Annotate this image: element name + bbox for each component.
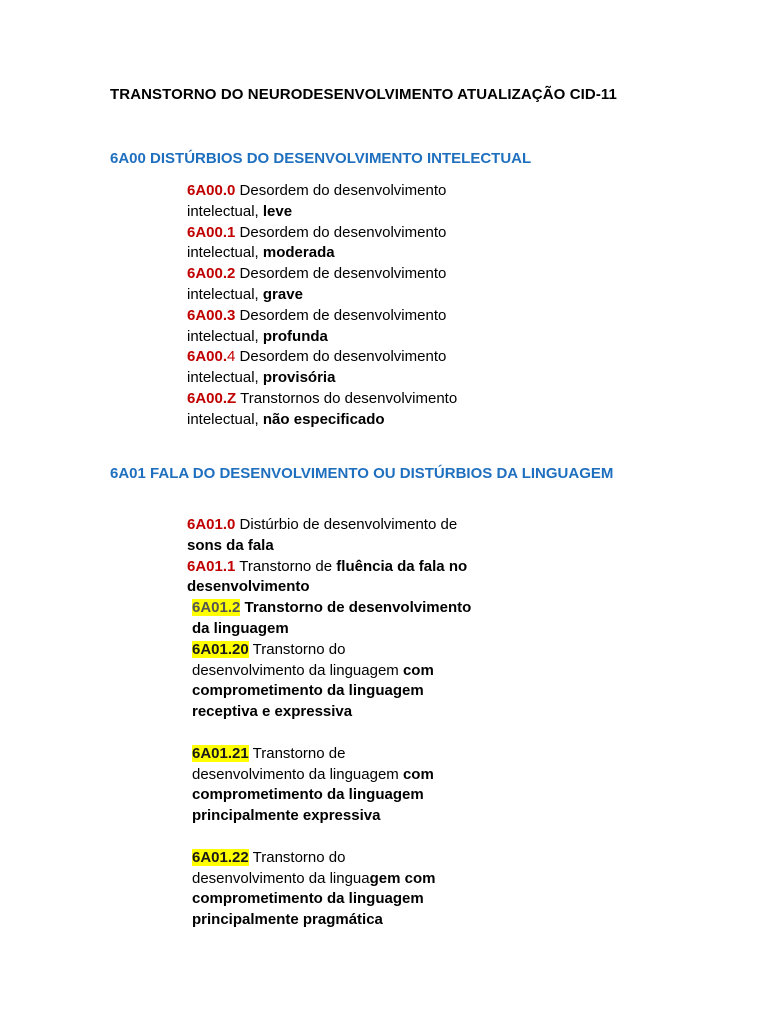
entry-text-line3: comprometimento da linguagem bbox=[192, 682, 424, 700]
entry-code: 6A01.0 bbox=[187, 516, 236, 533]
entry-code-tail: 4 bbox=[227, 348, 236, 366]
spacer bbox=[187, 827, 507, 848]
entry-text-line2-bold: gem com bbox=[369, 869, 436, 887]
entry-text-line2: desenvolvimento bbox=[187, 578, 310, 596]
list-item bbox=[187, 598, 507, 640]
entry-code-highlighted: 6A01.2 bbox=[192, 599, 241, 617]
list-item bbox=[187, 306, 507, 348]
entry-text-line2: intelectual, bbox=[187, 410, 263, 428]
list-item bbox=[187, 389, 507, 431]
entry-text-line2: intelectual, bbox=[187, 327, 263, 345]
entry-code: 6A00. bbox=[187, 348, 228, 366]
entry-text: Desordem do desenvolvimento bbox=[239, 182, 447, 199]
entry-text-bold: fluência da fala no bbox=[336, 557, 468, 575]
entry-text: Distúrbio de desenvolvimento de bbox=[239, 516, 458, 533]
entry-severity: grave bbox=[262, 285, 303, 303]
list-item bbox=[187, 347, 507, 389]
entry-text-line2: intelectual, bbox=[187, 369, 263, 387]
entry-text: Transtorno de desenvolvimento bbox=[244, 599, 472, 617]
list-item bbox=[187, 848, 507, 931]
entry-severity: profunda bbox=[262, 327, 328, 345]
entry-text-line2: intelectual, bbox=[187, 202, 263, 220]
section-heading-6a00: 6A00 DISTÚRBIOS DO DESENVOLVIMENTO INTELECTUAL bbox=[110, 150, 532, 167]
entry-code: 6A00.3 bbox=[187, 306, 236, 324]
entry-text-line2: desenvolvimento da lingua bbox=[192, 869, 370, 887]
entry-text-line4: principalmente expressiva bbox=[192, 807, 381, 825]
entry-code-highlighted: 6A01.20 bbox=[192, 640, 249, 658]
entry-severity: não especificado bbox=[262, 410, 385, 428]
list-item bbox=[187, 181, 507, 223]
entry-code: 6A00.2 bbox=[187, 265, 236, 283]
entry-text: Desordem do desenvolvimento bbox=[239, 223, 447, 241]
list-item bbox=[187, 640, 507, 723]
entry-text: Transtorno de bbox=[252, 744, 346, 762]
list-item bbox=[187, 557, 507, 599]
section-list-6a01 bbox=[187, 515, 507, 931]
entry-text: Transtorno de bbox=[239, 557, 337, 575]
entry-text-line4: receptiva e expressiva bbox=[192, 703, 353, 721]
entry-code: 6A00.1 bbox=[187, 223, 236, 241]
entry-text-line3: comprometimento da linguagem bbox=[192, 890, 424, 908]
entry-severity: leve bbox=[262, 202, 293, 220]
entry-text: Desordem de desenvolvimento bbox=[239, 306, 447, 324]
entry-code: 6A00.0 bbox=[187, 182, 236, 199]
entry-text-line2: sons da fala bbox=[187, 536, 274, 554]
entry-severity: provisória bbox=[262, 369, 336, 387]
entry-code-highlighted: 6A01.21 bbox=[192, 744, 249, 762]
entry-text-line2-bold: com bbox=[402, 661, 434, 679]
entry-text-line2: intelectual, bbox=[187, 244, 263, 262]
spacer bbox=[187, 723, 507, 744]
entry-code: 6A00.Z bbox=[187, 389, 237, 407]
list-item bbox=[187, 515, 507, 557]
entry-severity: moderada bbox=[262, 244, 335, 262]
entry-text-line2-bold: com bbox=[402, 765, 434, 783]
entry-text-line4: principalmente pragmática bbox=[192, 911, 383, 929]
entry-text: Transtorno do bbox=[252, 848, 346, 866]
list-item bbox=[187, 223, 507, 265]
section-heading-6a01: 6A01 FALA DO DESENVOLVIMENTO OU DISTÚRBIOS DA LINGUAGEM bbox=[110, 465, 614, 482]
entry-text-line3: comprometimento da linguagem bbox=[192, 786, 424, 804]
entry-text-line2: desenvolvimento da linguagem bbox=[192, 765, 403, 783]
entry-text: Desordem de desenvolvimento bbox=[239, 265, 447, 283]
entry-text-line2: da linguagem bbox=[192, 619, 289, 637]
entry-text: Desordem do desenvolvimento bbox=[239, 348, 447, 366]
entry-text-line2: intelectual, bbox=[187, 285, 263, 303]
entry-code: 6A01.1 bbox=[187, 557, 236, 575]
list-item bbox=[187, 264, 507, 306]
entry-text: Transtorno do bbox=[252, 640, 346, 658]
entry-text: Transtornos do desenvolvimento bbox=[240, 389, 458, 407]
entry-code-highlighted: 6A01.22 bbox=[192, 848, 249, 866]
list-item bbox=[187, 744, 507, 827]
entry-text-line2: desenvolvimento da linguagem bbox=[192, 661, 403, 679]
document-title: TRANSTORNO DO NEURODESENVOLVIMENTO ATUALIZAÇÃO CID-11 bbox=[110, 86, 617, 103]
section-list-6a00 bbox=[187, 181, 507, 431]
